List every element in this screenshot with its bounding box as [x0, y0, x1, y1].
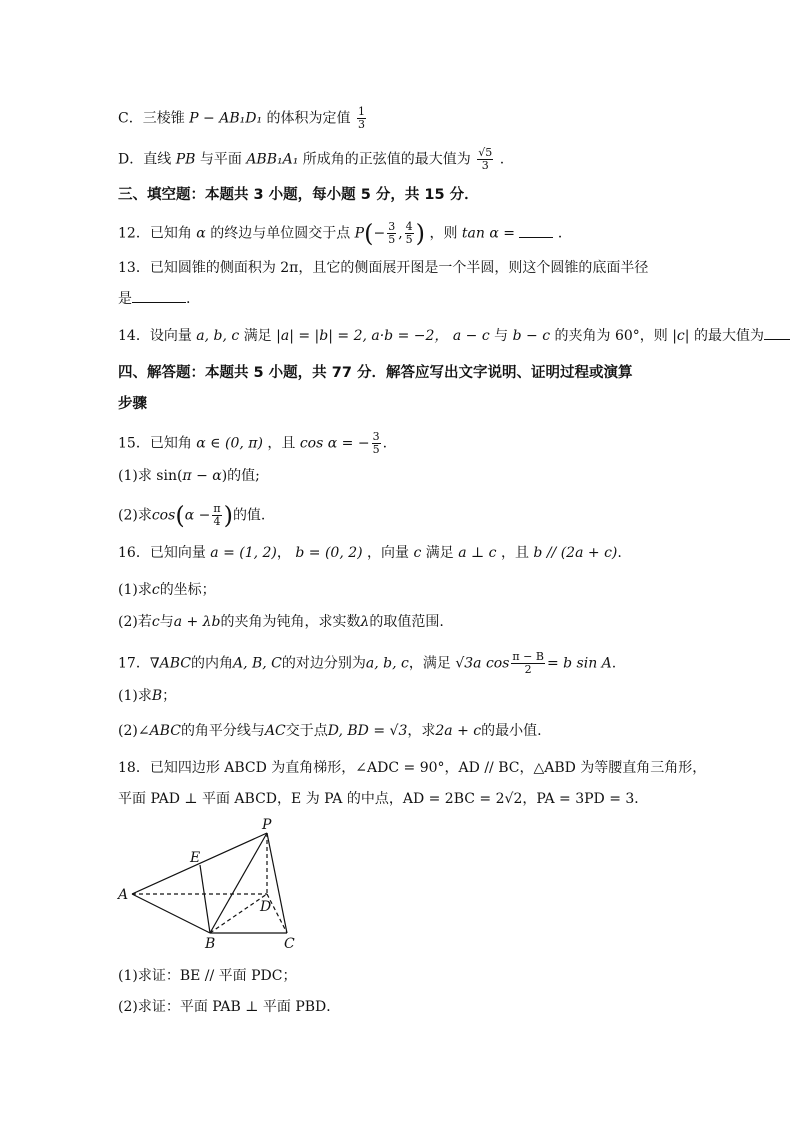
- edge-EB: [200, 865, 210, 933]
- question-17: 17．∇ABC的内角A, B, C的对边分别为a, b, c，满足 √3a cos $\frac{\pi - B}{2}$ = b sin A.: [118, 650, 617, 676]
- question-13-line1: 13．已知圆锥的侧面积为 2π，且它的侧面展开图是一个半圆，则这个圆锥的底面半径: [118, 260, 649, 276]
- question-16-part2: (2)若c与a + λb的夹角为钝角，求实数λ的取值范围.: [118, 614, 444, 630]
- section-4-heading-cont: 步骤: [118, 396, 147, 412]
- section-4-heading: 四、解答题：本题共 5 小题，共 77 分．解答应写出文字说明、证明过程或演算: [118, 365, 633, 381]
- edge-PB: [210, 833, 267, 933]
- label-A: A: [118, 887, 129, 903]
- question-17-part1: (1)求B；: [118, 688, 177, 704]
- label-E: E: [190, 850, 201, 866]
- question-15-part1: (1)求 sin(π − α)的值;: [118, 468, 260, 484]
- answer-blank-14: [764, 325, 790, 340]
- question-16: 16．已知向量 a = (1, 2)， b = (0, 2) ，向量 c 满足 a ⊥ c ，且 b // (2a + c).: [118, 545, 622, 561]
- pyramid-figure: [112, 815, 312, 955]
- answer-blank-13: [132, 288, 186, 303]
- option-d: D．直线 PB 与平面 ABB₁A₁ 所成角的正弦值的最大值为 $\frac{√5}{3}$ .: [118, 146, 505, 172]
- question-13-line2: 是 .: [118, 288, 190, 309]
- question-17-part2: (2)∠ABC的角平分线与AC交于点D, BD = √3，求2a + c的最小值.: [118, 723, 542, 739]
- question-18-line2: 平面 PAD ⊥ 平面 ABCD，E 为 PA 的中点，AD = 2BC = 2√2，PA = 3PD = 3．: [118, 791, 649, 807]
- question-12: 12．已知角 α 的终边与单位圆交于点 P(− $\frac{3}{5}$ , $\frac{4}{5}$ ) ，则 tan α = ．: [118, 219, 572, 248]
- question-14: 14．设向量 a, b, c 满足 |a| = |b| = 2, a·b = −2， a − c 与 b − c 的夹角为 60°，则 |c| 的最大值为: [118, 325, 790, 346]
- question-18-part2: (2)求证：平面 PAB ⊥ 平面 PBD．: [118, 999, 341, 1015]
- question-15: 15．已知角 α ∈ (0, π) ，且 cos α = − $\frac{3}{5}$ .: [118, 430, 388, 456]
- edge-PC: [267, 833, 287, 933]
- edge-BD: [210, 894, 267, 933]
- question-18-part1: (1)求证：BE // 平面 PDC；: [118, 968, 297, 984]
- edge-AB: [132, 894, 210, 933]
- label-P: P: [262, 817, 272, 833]
- option-c: C．三棱锥 P − AB₁D₁ 的体积为定值 $\frac{1}{3}$: [118, 105, 365, 131]
- question-16-part1: (1)求c的坐标；: [118, 582, 216, 598]
- question-15-part2: (2)求cos(α − $\frac{\pi}{4}$ )的值.: [118, 501, 266, 530]
- section-3-heading: 三、填空题：本题共 3 小题，每小题 5 分，共 15 分．: [118, 187, 479, 203]
- question-18-line1: 18．已知四边形 ABCD 为直角梯形，∠ADC = 90°，AD // BC，△ABD 为等腰直角三角形，: [118, 760, 707, 776]
- answer-blank-12: [519, 223, 553, 238]
- label-B: B: [205, 936, 216, 952]
- label-C: C: [284, 936, 295, 952]
- label-D: D: [260, 899, 272, 915]
